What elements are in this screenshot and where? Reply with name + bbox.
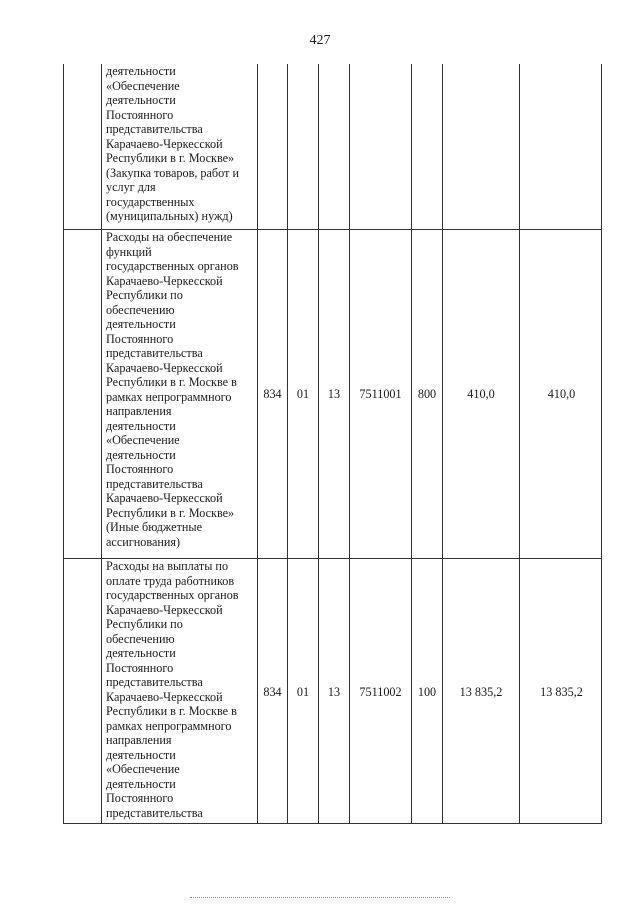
amount-1-cell: 13 835,2 [442,559,519,823]
description-cell: деятельности «Обеспечение деятельности Постоянного представительства Карачаево-Черкесской Республики в г. Москве» (Закупка товаров, работ и услуг для государственных (муниципальных) нужд) [101,64,257,229]
amount-2-cell: 410,0 [519,230,603,558]
table-row [63,64,602,229]
amount-1-cell [442,64,519,229]
target-article-cell: 7511002 [349,559,411,823]
section-code-cell: 01 [287,230,318,558]
section-code-cell: 01 [287,559,318,823]
amount-2-cell: 13 835,2 [519,559,603,823]
ministry-code-cell [257,64,287,229]
subsection-code-cell [318,64,349,229]
table-row [63,229,602,558]
expense-type-cell [411,64,442,229]
ministry-code-cell: 834 [257,559,287,823]
page-number: 427 [309,33,331,48]
expense-type-cell: 100 [411,559,442,823]
amount-1-cell: 410,0 [442,230,519,558]
row-number-cell [64,64,101,229]
amount-2-cell [519,64,603,229]
ministry-code-cell: 834 [257,230,287,558]
table-row [63,558,602,824]
scan-artifact-line [190,897,450,900]
description-cell: Расходы на выплаты по оплате труда работников государственных органов Карачаево-Черкесской Республики по обеспечению деятельности Постоянного представительства Карачаево-Черкесской Республики в г. Москве в рамках непрограммного направления деятельности «Обеспечение деятельности Постоянного представительства [101,559,257,823]
row-number-cell [64,230,101,558]
description-cell: Расходы на обеспечение функций государственных органов Карачаево-Черкесской Республики по обеспечению деятельности Постоянного представительства Карачаево-Черкесской Республики в г. Москве в рамках непрограммного направления деятельности «Обеспечение деятельности Постоянного представительства Карачаево-Черкесской Республики в г. Москве» (Иные бюджетные ассигнования) [101,230,257,558]
subsection-code-cell: 13 [318,559,349,823]
budget-table [63,64,602,824]
subsection-code-cell: 13 [318,230,349,558]
target-article-cell [349,64,411,229]
target-article-cell: 7511001 [349,230,411,558]
section-code-cell [287,64,318,229]
expense-type-cell: 800 [411,230,442,558]
row-number-cell [64,559,101,823]
